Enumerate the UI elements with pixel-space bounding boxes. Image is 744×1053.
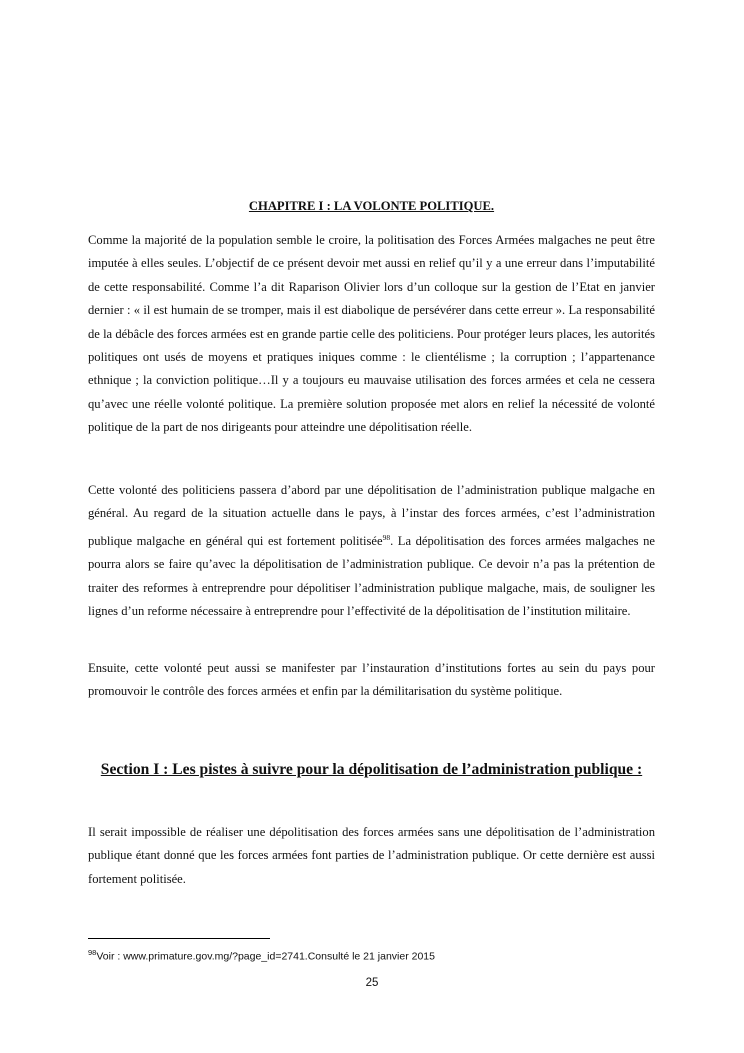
section-title-text: Section I : Les pistes à suivre pour la dépolitisation de l’administration publique : [100, 761, 643, 778]
footnote-text: Voir : www.primature.gov.mg/?page_id=2741.Consulté le 21 janvier 2015 [96, 950, 435, 963]
footnote-reference[interactable]: 98 [382, 532, 391, 542]
paragraph-2 [88, 479, 655, 624]
page-number: 25 [365, 977, 379, 989]
chapter-title: CHAPITRE I : LA VOLONTE POLITIQUE. [248, 199, 495, 213]
footnote-number: 98 [88, 948, 97, 957]
paragraph-3: Ensuite, cette volonté peut aussi se manifester par l’instauration d’institutions fortes au sein du pays pour promouvoir le contrôle des forces armées et enfin par la démilitarisation du système politique. [88, 661, 655, 699]
section-title [88, 756, 655, 783]
footnote [88, 948, 655, 963]
paragraph-2-text-before: Cette volonté des politiciens passera d’abord par une dépolitisation de l’administration publique malgache en général. Au regard de la situation actuelle dans le pays, à l’instar des forces armées, c’est l’administration publique malgache en général qui est fortement politisée [88, 483, 655, 548]
footnote-separator [88, 938, 270, 939]
paragraph-2-text-after: . La dépolitisation des forces armées malgaches ne pourra alors se faire qu’avec la dépolitisation de l’administration publique. Ce devoir n’a pas la prétention de traiter des reformes à entreprendre pour dépolitiser l’administration publique malgache, mais, de souligner les lignes d’un reforme nécessaire à entreprendre pour l’effectivité de la dépolitisation de l’institution militaire. [88, 534, 655, 619]
paragraph-1: Comme la majorité de la population semble le croire, la politisation des Forces Armées malgaches ne peut être imputée à elles seules. L’objectif de ce présent devoir met aussi en relief qu’il y a une erreur dans l’imputabilité de cette responsabilité. Comme l’a dit Raparison Olivier lors d’un colloque sur la gestion de l’Etat en janvier dernier : « il est humain de se tromper, mais il est diabolique de persévérer dans cette erreur ». La responsabilité de la débâcle des forces armées est en grande partie celle des politiciens. Pour protéger leurs places, les autorités politiques ont usés de moyens et pratiques iniques comme : le clientélisme ; la corruption ; l’appartenance ethnique ; la conviction politique…Il y a toujours eu mauvaise utilisation des forces armées et cela ne cessera qu’avec une réelle volonté politique. La première solution proposée met alors en relief la nécessité de volonté politique de la part de nos dirigeants pour atteindre une dépolitisation réelle. [88, 233, 655, 435]
section-paragraph: Il serait impossible de réaliser une dépolitisation des forces armées sans une dépolitisation de l’administration publique étant donné que les forces armées font parties de l’administration publique. Or cette dernière est aussi fortement politisée. [88, 825, 655, 886]
